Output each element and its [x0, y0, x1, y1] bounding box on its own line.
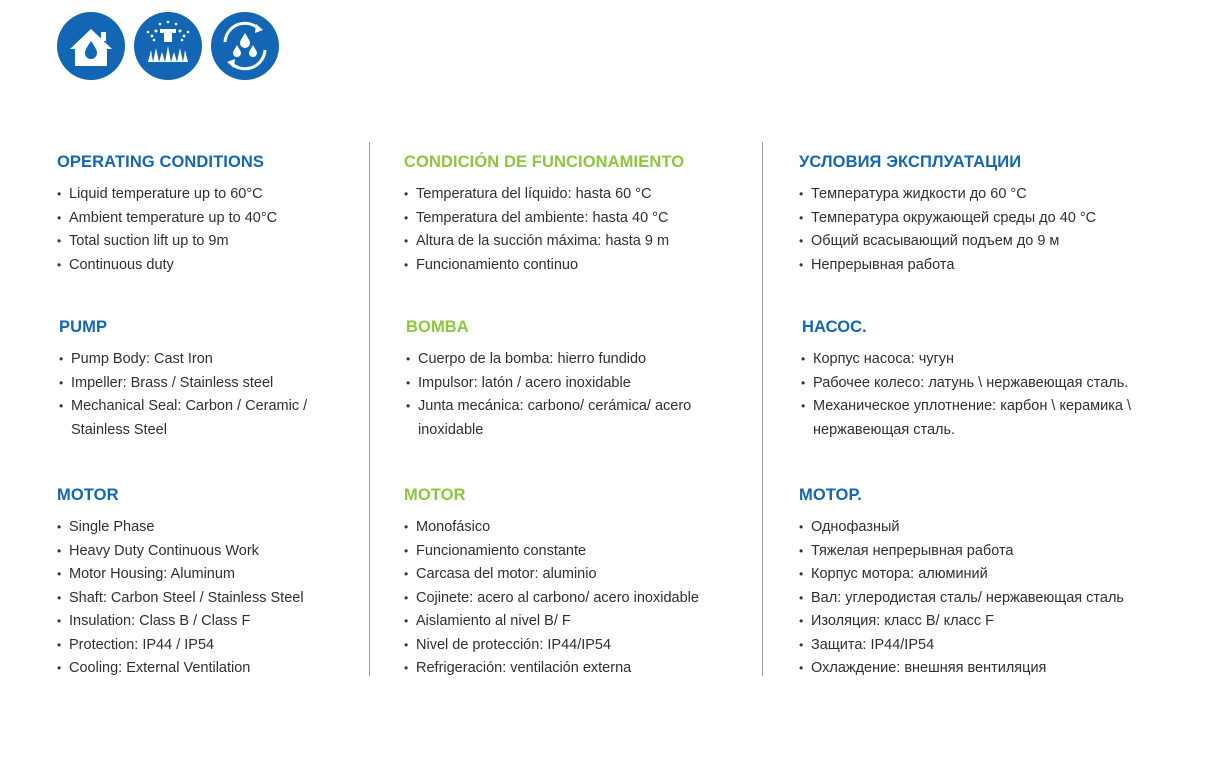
water-recycle-icon	[211, 12, 279, 80]
motor-list	[799, 516, 1124, 681]
list-item: • Impeller: Brass / Stainless steel	[59, 372, 333, 396]
list-item: • Total suction lift up to 9m	[57, 230, 277, 254]
motor-section	[57, 485, 119, 505]
list-item: • Temperatura del líquido: hasta 60 °C	[404, 183, 669, 207]
list-item: • Temperatura del ambiente: hasta 40 °C	[404, 207, 669, 231]
section-title: MOTOR	[57, 486, 119, 504]
operating-conditions-section	[799, 152, 1021, 172]
list-item: • Monofásico	[404, 516, 699, 540]
section-title: НАСОС.	[802, 318, 867, 336]
list-item: • Shaft: Carbon Steel / Stainless Steel	[57, 587, 304, 611]
list-item: • Junta mecánica: carbono/ cerámica/ acero inoxidable	[406, 395, 728, 442]
list-item: • Тяжелая непрерывная работа	[799, 540, 1124, 564]
operating-conditions-list	[404, 183, 669, 277]
list-item: • Защита: IP44/IP54	[799, 634, 1124, 658]
application-icons	[57, 12, 279, 80]
section-title: MOTOR	[404, 486, 466, 504]
list-item: • Protection: IP44 / IP54	[57, 634, 304, 658]
list-item: • Cojinete: acero al carbono/ acero inoxidable	[404, 587, 699, 611]
pump-section	[802, 317, 867, 337]
section-title: УСЛОВИЯ ЭКСПЛУАТАЦИИ	[799, 153, 1022, 171]
motor-section	[799, 485, 862, 505]
list-item: • Altura de la succión máxima: hasta 9 m	[404, 230, 669, 254]
list-item: • Aislamiento al nivel B/ F	[404, 610, 699, 634]
list-item: • Охлаждение: внешняя вентиляция	[799, 657, 1124, 681]
list-item: • Температура окружающей среды до 40 °C	[799, 207, 1096, 231]
column-divider	[762, 142, 763, 676]
list-item: • Рабочее колесо: латунь \ нержавеющая сталь.	[801, 372, 1173, 396]
list-item: • Funcionamiento constante	[404, 540, 699, 564]
list-item: • Температура жидкости до 60 °C	[799, 183, 1096, 207]
garden-sprinkler-icon	[134, 12, 202, 80]
motor-list	[57, 516, 304, 681]
pump-section	[59, 317, 107, 337]
list-item: • Single Phase	[57, 516, 304, 540]
list-item: • Refrigeración: ventilación externa	[404, 657, 699, 681]
section-title: BOMBA	[406, 318, 469, 336]
section-title: МОТОР.	[799, 486, 862, 504]
pump-list	[406, 348, 728, 442]
house-water-icon	[57, 12, 125, 80]
section-title: CONDICIÓN DE FUNCIONAMIENTO	[404, 153, 685, 171]
list-item: • Mechanical Seal: Carbon / Ceramic / Stainless Steel	[59, 395, 333, 442]
list-item: • Impulsor: latón / acero inoxidable	[406, 372, 728, 396]
operating-conditions-section	[57, 152, 264, 172]
list-item: • Nivel de protección: IP44/IP54	[404, 634, 699, 658]
operating-conditions-section	[404, 152, 684, 172]
operating-conditions-list	[57, 183, 277, 277]
pump-list	[59, 348, 333, 442]
section-title: OPERATING CONDITIONS	[57, 153, 265, 171]
list-item: • Motor Housing: Aluminum	[57, 563, 304, 587]
list-item: • Корпус мотора: алюминий	[799, 563, 1124, 587]
pump-list	[801, 348, 1173, 442]
section-title: PUMP	[59, 318, 108, 336]
list-item: • Механическое уплотнение: карбон \ керамика \ нержавеющая сталь.	[801, 395, 1173, 442]
motor-list	[404, 516, 699, 681]
list-item: • Корпус насоса: чугун	[801, 348, 1173, 372]
list-item: • Вал: углеродистая сталь/ нержавеющая сталь	[799, 587, 1124, 611]
list-item: • Continuous duty	[57, 254, 277, 278]
list-item: • Liquid temperature up to 60°C	[57, 183, 277, 207]
list-item: • Heavy Duty Continuous Work	[57, 540, 304, 564]
list-item: • Insulation: Class B / Class F	[57, 610, 304, 634]
list-item: • Cuerpo de la bomba: hierro fundido	[406, 348, 728, 372]
column-divider	[369, 142, 370, 676]
list-item: • Однофазный	[799, 516, 1124, 540]
list-item: • Непрерывная работа	[799, 254, 1096, 278]
motor-section	[404, 485, 466, 505]
list-item: • Pump Body: Cast Iron	[59, 348, 333, 372]
list-item: • Общий всасывающий подъем до 9 м	[799, 230, 1096, 254]
operating-conditions-list	[799, 183, 1096, 277]
pump-section	[406, 317, 469, 337]
list-item: • Изоляция: класс B/ класс F	[799, 610, 1124, 634]
list-item: • Carcasa del motor: aluminio	[404, 563, 699, 587]
list-item: • Funcionamiento continuo	[404, 254, 669, 278]
list-item: • Cooling: External Ventilation	[57, 657, 304, 681]
list-item: • Ambient temperature up to 40°C	[57, 207, 277, 231]
